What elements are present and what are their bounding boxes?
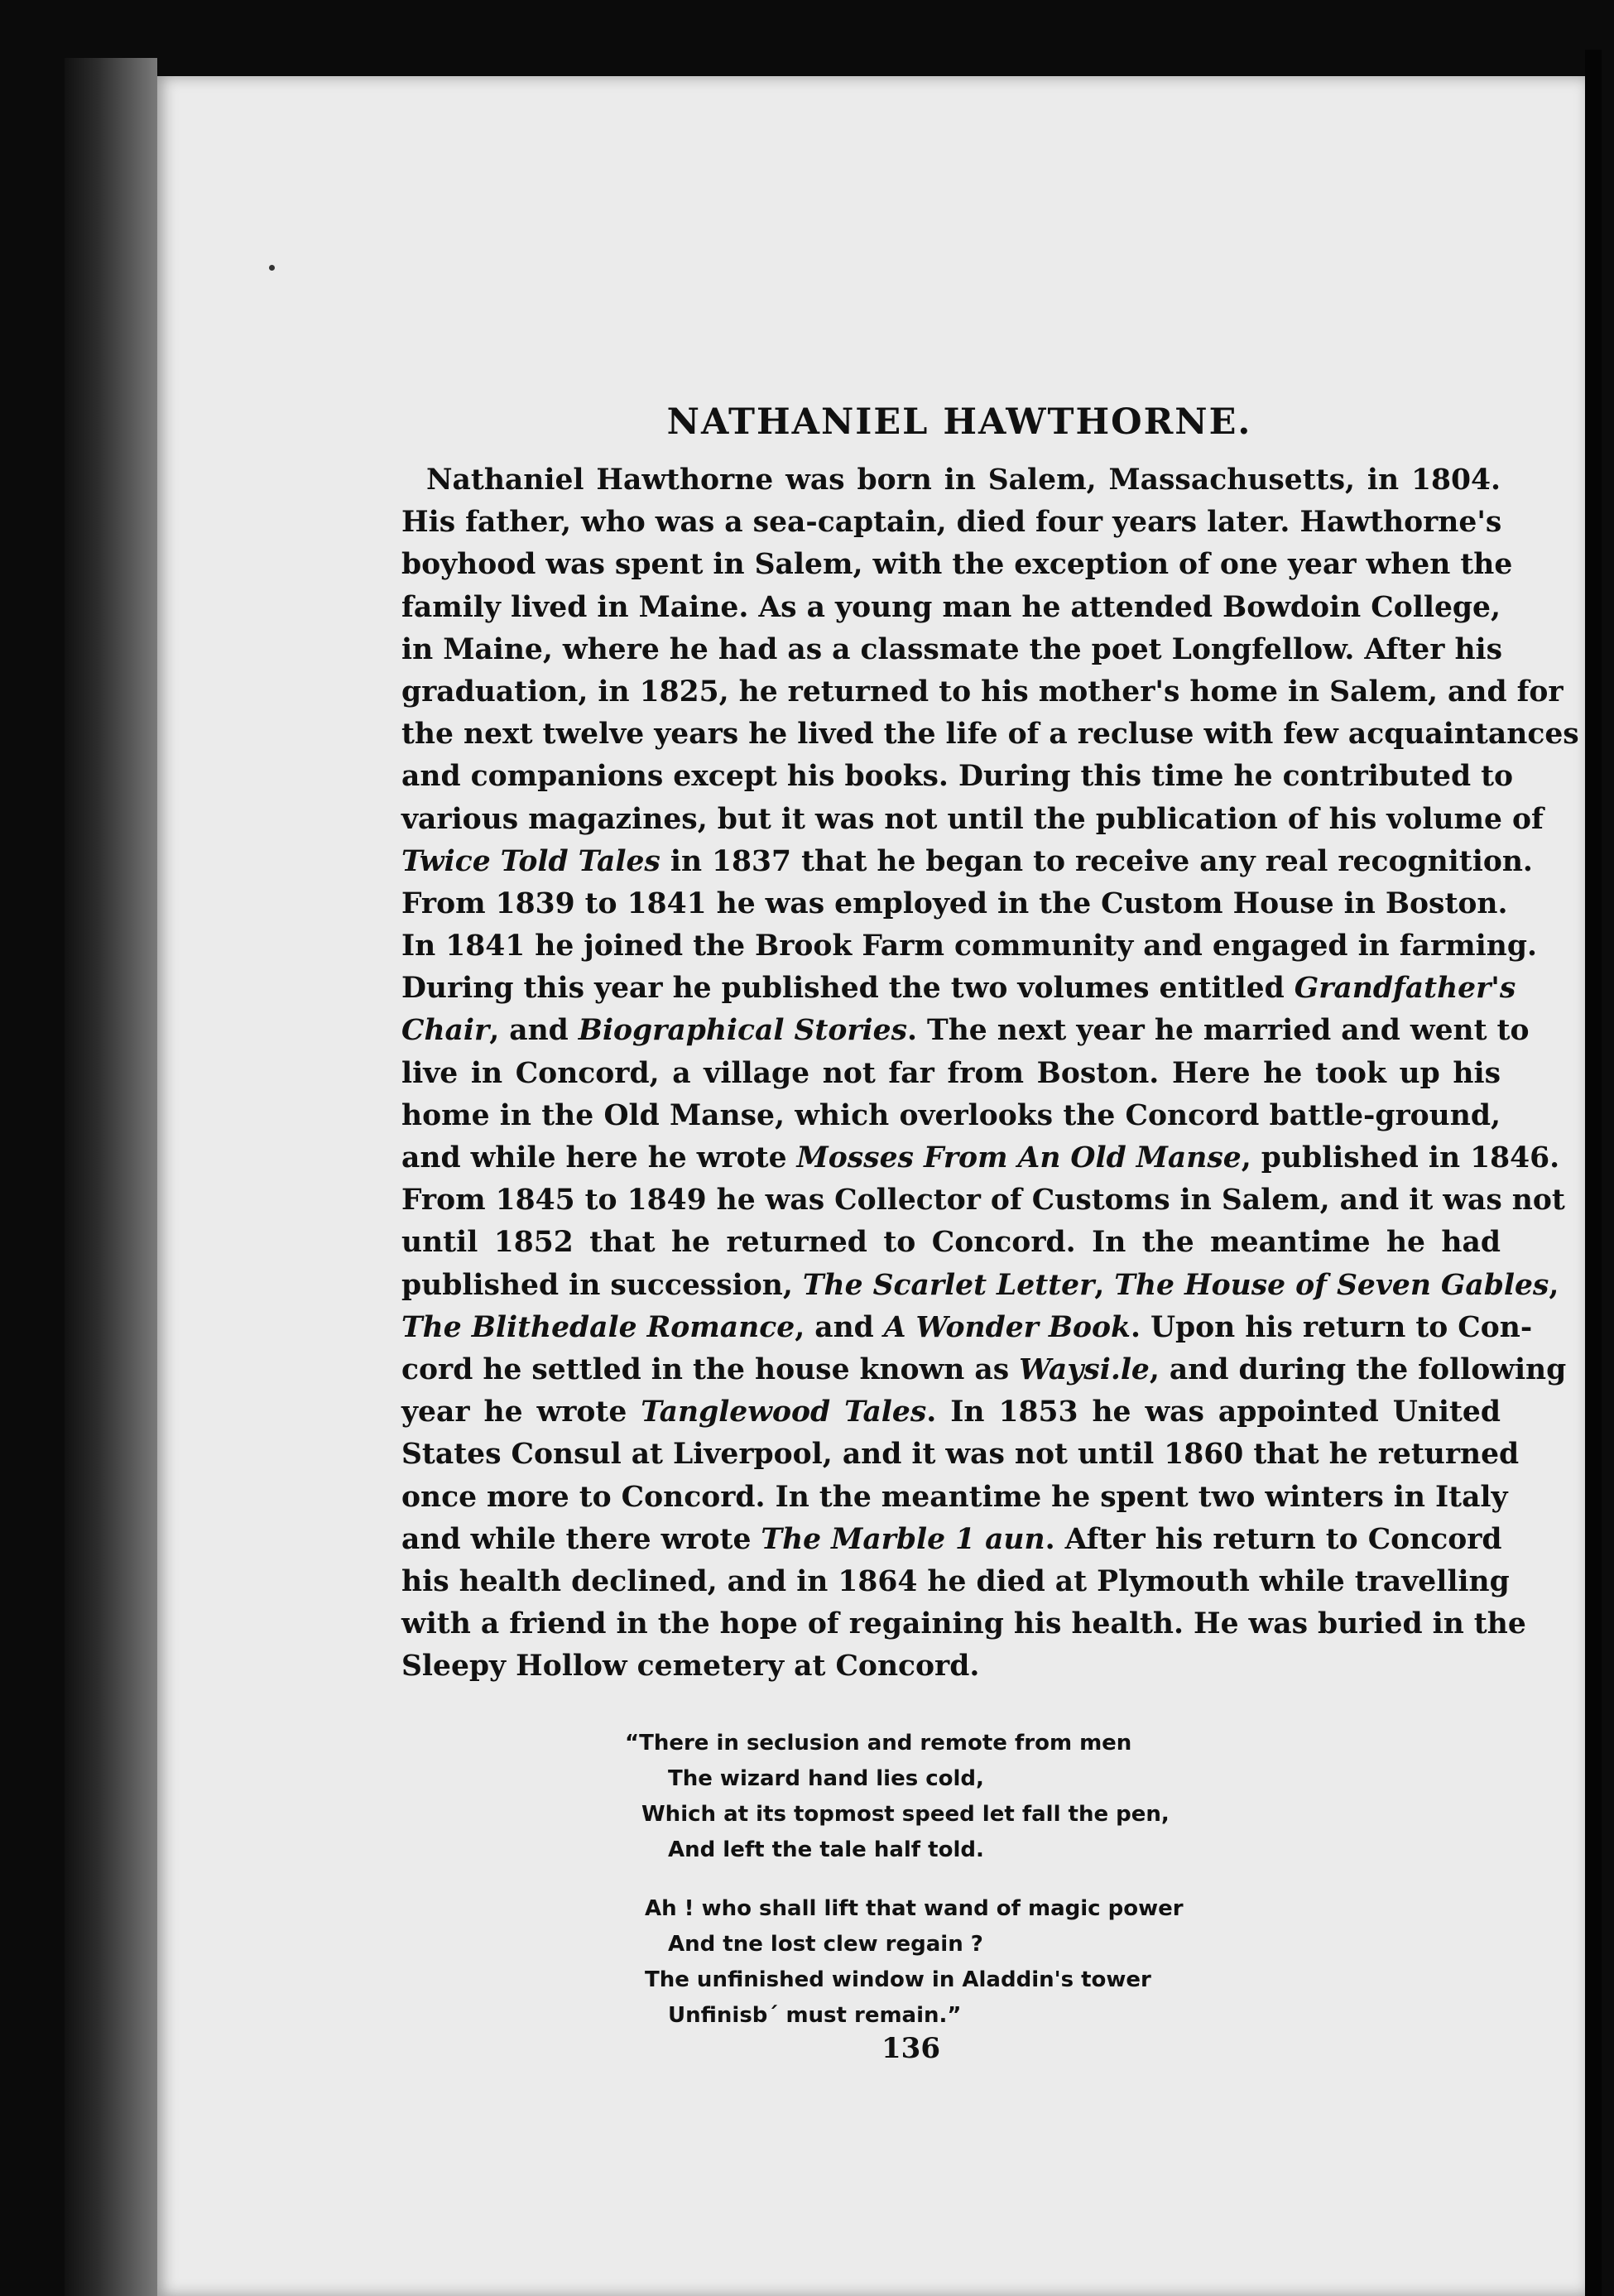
text-run: with a friend in the hope of regaining his health. He was buried in the bbox=[401, 1607, 1526, 1641]
text-run: During this year he published the two volumes entitled bbox=[401, 972, 1295, 1006]
paragraph-line bbox=[401, 1053, 1501, 1095]
book-title: Twice Told Tales bbox=[401, 844, 660, 878]
poem-line: Which at its topmost speed let fall the pen, bbox=[641, 1802, 1170, 1827]
paragraph-line bbox=[401, 1179, 1565, 1222]
paragraph-line bbox=[401, 713, 1579, 756]
paragraph-line bbox=[401, 1222, 1501, 1264]
text-run: , and during the following bbox=[1149, 1352, 1567, 1386]
text-run: , bbox=[1549, 1268, 1559, 1302]
biography-paragraph bbox=[401, 459, 1579, 1688]
paragraph-line bbox=[401, 841, 1533, 883]
text-run: in Maine, where he had as a classmate the poet Longfellow. After his bbox=[401, 632, 1503, 666]
paragraph-line bbox=[401, 459, 1501, 502]
text-run: and while there wrote bbox=[401, 1522, 761, 1556]
paragraph-line bbox=[401, 1391, 1501, 1434]
text-run: his health declined, and in 1864 he died at Plymouth while travelling bbox=[401, 1564, 1510, 1598]
poem-line: “There in seclusion and remote from men bbox=[625, 1731, 1132, 1756]
paragraph-line bbox=[401, 756, 1514, 798]
book-title: The Scarlet Letter bbox=[802, 1268, 1095, 1302]
text-run: Nathaniel Hawthorne was born in Salem, Massachusetts, in 1804. bbox=[426, 464, 1501, 497]
book-title: The Blithedale Romance bbox=[401, 1310, 795, 1344]
paragraph-line bbox=[401, 883, 1508, 925]
paragraph-line bbox=[401, 1010, 1530, 1052]
text-run: graduation, in 1825, he returned to his mother's home in Salem, and for bbox=[401, 675, 1564, 708]
paragraph-line bbox=[401, 968, 1516, 1010]
book-title: Tanglewood Tales bbox=[641, 1395, 927, 1429]
paragraph-line bbox=[401, 1645, 1501, 1688]
paragraph-line bbox=[401, 925, 1537, 968]
paragraph-line bbox=[401, 502, 1501, 544]
book-title: Grandfather's bbox=[1294, 972, 1516, 1006]
book-title: A Wonder Book bbox=[883, 1310, 1131, 1344]
text-run: and while here he wrote bbox=[401, 1141, 797, 1174]
text-run: cord he settled in the house known as bbox=[401, 1352, 1020, 1386]
poem-quotation bbox=[625, 1726, 1184, 2034]
paragraph-line bbox=[401, 1307, 1533, 1349]
text-run: From 1845 to 1849 he was Collector of Customs in Salem, and it was not bbox=[401, 1184, 1565, 1218]
paragraph-line bbox=[401, 1137, 1560, 1179]
text-run: and companions except his books. During this time he contributed to bbox=[401, 760, 1514, 794]
book-title: Waysi.le bbox=[1019, 1352, 1150, 1386]
text-run: From 1839 to 1841 he was employed in the Custom House in Boston. bbox=[401, 886, 1508, 920]
paragraph-line bbox=[401, 1477, 1508, 1519]
text-run: the next twelve years he lived the life of a recluse with few acquaintances bbox=[401, 718, 1579, 752]
paragraph-line bbox=[401, 1434, 1520, 1476]
text-run: . Upon his return to Con- bbox=[1130, 1310, 1533, 1344]
text-run: various magazines, but it was not until the publication of his volume of bbox=[401, 802, 1544, 836]
text-run: States Consul at Liverpool, and it was not until 1860 that he returned bbox=[401, 1438, 1520, 1472]
paragraph-line bbox=[401, 629, 1501, 671]
paragraph-line bbox=[401, 1265, 1559, 1307]
text-run: . After his return to Concord bbox=[1045, 1522, 1502, 1556]
paragraph-line bbox=[401, 1561, 1510, 1603]
text-run: family lived in Maine. As a young man he attended Bowdoin College, bbox=[401, 590, 1501, 624]
paragraph-line bbox=[401, 1349, 1567, 1391]
text-run: , and bbox=[795, 1310, 884, 1344]
text-run: Sleepy Hollow cemetery at Concord. bbox=[401, 1650, 980, 1684]
book-title: Mosses From An Old Manse bbox=[796, 1141, 1242, 1174]
text-run: published in succession, bbox=[401, 1268, 803, 1302]
poem-line: And tne lost clew regain ? bbox=[668, 1932, 983, 1957]
text-run: . The next year he married and went to bbox=[907, 1014, 1530, 1048]
text-run: , and bbox=[489, 1014, 579, 1048]
text-run: . In 1853 he was appointed United bbox=[926, 1395, 1501, 1429]
paragraph-line bbox=[401, 1095, 1501, 1137]
paragraph-line bbox=[401, 1603, 1526, 1645]
page-title: NATHANIEL HAWTHORNE. bbox=[666, 401, 1252, 443]
paragraph-line bbox=[401, 587, 1501, 629]
article-body bbox=[401, 401, 1579, 1688]
text-run: year he wrote bbox=[401, 1395, 641, 1429]
scan-left-margin bbox=[65, 58, 157, 2296]
text-run: once more to Concord. In the meantime he spent two winters in Italy bbox=[401, 1480, 1508, 1514]
poem-line: And left the tale half told. bbox=[668, 1837, 984, 1862]
text-run: , bbox=[1094, 1268, 1115, 1302]
book-title: Biographical Stories bbox=[578, 1014, 908, 1048]
ink-speck bbox=[269, 265, 275, 271]
poem-line: Unfinisb´ must remain.” bbox=[668, 2003, 962, 2028]
text-run: In 1841 he joined the Brook Farm community and engaged in farming. bbox=[401, 929, 1537, 963]
text-run: , published in 1846. bbox=[1241, 1141, 1560, 1174]
book-title: The House of Seven Gables bbox=[1114, 1268, 1549, 1302]
book-title: Chair bbox=[401, 1014, 490, 1048]
paragraph-line bbox=[401, 544, 1513, 586]
text-run: boyhood was spent in Salem, with the exception of one year when the bbox=[401, 548, 1513, 582]
text-run: His father, who was a sea-captain, died four years later. Hawthorne's bbox=[401, 506, 1502, 540]
paragraph-line bbox=[401, 799, 1544, 841]
poem-line: The wizard hand lies cold, bbox=[668, 1766, 984, 1791]
text-run: in 1837 that he began to receive any real recognition. bbox=[660, 844, 1533, 878]
poem-line: The unfinished window in Aladdin's tower bbox=[645, 1967, 1151, 1992]
paragraph-line bbox=[401, 1519, 1501, 1561]
page-number: 136 bbox=[881, 2032, 940, 2065]
poem-line: Ah ! who shall lift that wand of magic power bbox=[645, 1896, 1184, 1921]
book-title: The Marble 1 aun bbox=[761, 1522, 1045, 1556]
paragraph-line bbox=[401, 671, 1564, 713]
text-run: live in Concord, a village not far from Boston. Here he took up his bbox=[401, 1056, 1501, 1090]
text-run: until 1852 that he returned to Concord. In the meantime he had bbox=[401, 1226, 1501, 1260]
scan-right-margin bbox=[1585, 50, 1602, 2296]
text-run: home in the Old Manse, which overlooks the Concord battle-ground, bbox=[401, 1098, 1501, 1132]
